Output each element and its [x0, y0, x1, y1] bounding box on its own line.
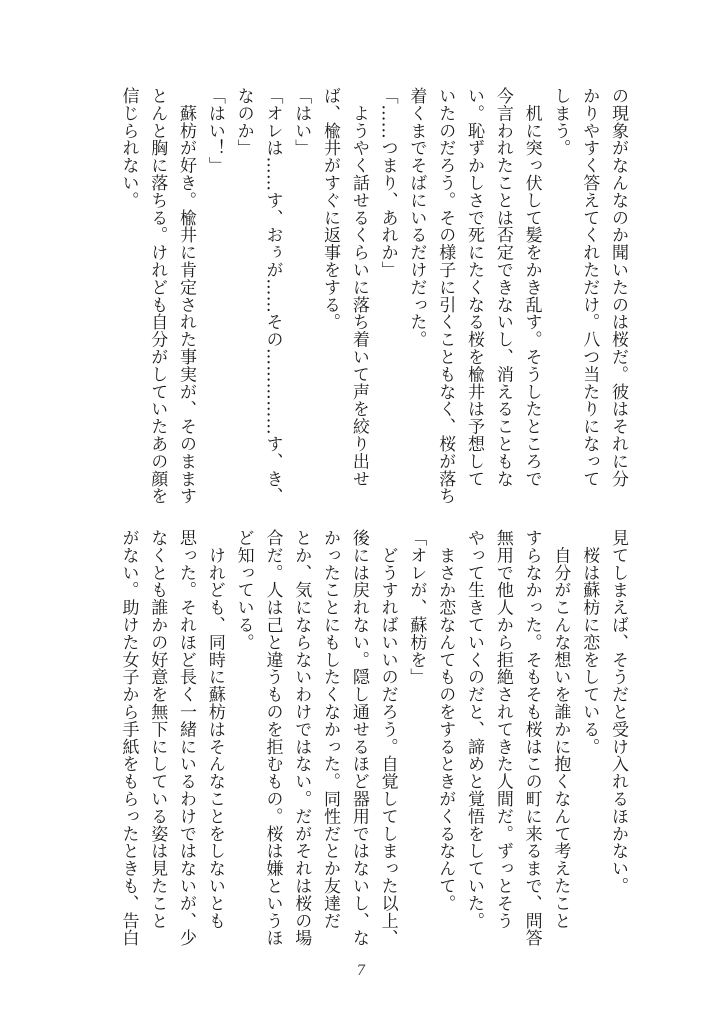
text-column: 桜は蘇枋に恋をしている。	[579, 529, 600, 756]
text-column: とか、気にならないわけではない。だがそれは桜の場	[291, 529, 312, 947]
text-column: 見てしまえば、そうだと受け入れるほかない。	[608, 529, 628, 895]
text-column: 無用で他人から拒絶されてきた人間だ。ずっとそう	[492, 529, 513, 930]
text-column: 「はい」	[291, 87, 312, 157]
text-column: なのか」	[233, 87, 254, 157]
text-column: いたのだろう。その様子に引くこともなく、桜が落ち	[435, 87, 456, 505]
text-column: 「……つまり、あれか」	[377, 87, 398, 279]
text-column: ようやく話せるくらいに落ち着いて声を絞り出せ	[348, 87, 369, 488]
text-column: 合だ。人は己と違うものを拒むもの。桜は嫌というほ	[262, 529, 283, 947]
text-column: かりやすく答えてくれただけ。八つ当たりになって	[579, 87, 600, 488]
text-column: の現象がなんなのか聞いたのは桜だ。彼はそれに分	[608, 87, 628, 488]
text-column: すらなかった。そもそも桜はこの町に来るまで、問答	[521, 529, 542, 947]
text-column: 思った。それほど長く一緒にいるわけではないが、少	[176, 529, 197, 947]
lower-text-block	[114, 529, 632, 950]
text-column: けれども、同時に蘇枋はそんなことをしないとも	[204, 529, 225, 930]
text-column: 「はい！」	[204, 87, 225, 174]
text-column: なくとも誰かの好意を無下にしている姿は見たこと	[147, 529, 168, 930]
text-column: 後には戻れない。隠し通せるほど器用ではないし、な	[348, 529, 369, 947]
text-column: ば、楡井がすぐに返事をする。	[320, 87, 341, 331]
text-column: 机に突っ伏して髪をかき乱す。そうしたところで	[521, 87, 542, 488]
text-column: 「オレが、蘇枋を」	[406, 529, 427, 686]
text-column: 蘇枋が好き。楡井に肯定された事実が、そのまます	[176, 87, 197, 505]
text-column: 今言われたことは否定できないし、消えることもな	[492, 87, 513, 488]
text-column: い。恥ずかしさで死にたくなる桜を楡井は予想して	[464, 87, 485, 488]
text-column: どうすればいいのだろう。自覚してしまった以上、	[377, 529, 398, 947]
page-number: 7	[356, 963, 366, 979]
text-column: 信じられない。	[118, 87, 139, 209]
text-column: まさか恋なんてものをするときがくるなんて。	[435, 529, 456, 912]
text-column: やって生きていくのだと、諦めと覚悟をしていた。	[464, 529, 485, 930]
upper-text-block	[114, 87, 632, 508]
text-column: ど知っている。	[233, 529, 254, 651]
text-column: 自分がこんな想いを誰かに抱くなんて考えたこと	[550, 529, 571, 930]
text-column: 着くまでそばにいるだけだった。	[406, 87, 427, 348]
text-column: がない。助けた女子から手紙をもらったときも、告白	[118, 529, 139, 947]
text-column: しまう。	[550, 87, 571, 157]
text-column: とんと胸に落ちる。けれども自分がしていたあの顔を	[147, 87, 168, 505]
text-column: かったことにもしたくなかった。同性だとか友達だ	[320, 529, 341, 930]
text-column: 「オレは……す、おぅが……その……………す、き、	[262, 87, 283, 505]
